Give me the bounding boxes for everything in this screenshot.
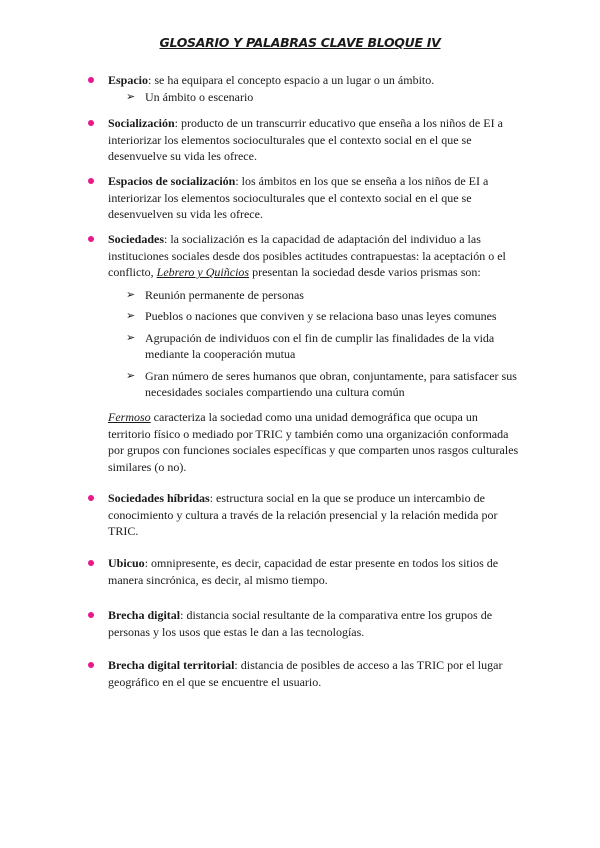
glossary-entry-sociedades-hibridas bbox=[108, 490, 520, 540]
glossary-entry-socializacion bbox=[108, 115, 520, 165]
definition: : distancia de posibles de acceso a las TRIC por el lugar geográfico en el que se encuentre el usuario. bbox=[108, 658, 503, 689]
sub-item: ➢ Gran número de seres humanos que obran, conjuntamente, para satisfacer sus necesidades sociales compartiendo una cultura común bbox=[126, 368, 517, 399]
definition: : distancia social resultante de la comparativa entre los grupos de personas y los usos que estas le dan a las tecnologías. bbox=[108, 608, 493, 639]
sub-item: ➢ Reunión permanente de personas bbox=[126, 287, 304, 302]
glossary-entry-espacio bbox=[108, 72, 520, 105]
definition: : omnipresente, es decir, capacidad de estar presente en todos los sitios de manera sincrónica, es decir, al mismo tiempo. bbox=[108, 556, 499, 587]
bullet-icon bbox=[88, 495, 94, 501]
term: Sociedades bbox=[108, 232, 165, 246]
term: Espacios de socialización bbox=[108, 174, 236, 188]
arrow-bullet-icon: ➢ bbox=[126, 310, 136, 322]
term: Socialización bbox=[108, 116, 175, 130]
arrow-bullet-icon: ➢ bbox=[126, 331, 136, 344]
fermoso-paragraph bbox=[108, 409, 520, 475]
bullet-icon bbox=[88, 560, 94, 566]
term: Sociedades híbridas bbox=[108, 491, 210, 505]
sub-item: ➢ Un ámbito o escenario bbox=[126, 89, 254, 104]
arrow-bullet-icon: ➢ bbox=[126, 369, 136, 382]
term: Espacio bbox=[108, 73, 149, 87]
definition: : los ámbitos en los que se enseña a los niños de EI a interiorizar los elementos socioculturales que el contexto social en el que se desenvuelven su vida les ofrece. bbox=[108, 174, 489, 221]
glossary-entry-espacios-de-socializacion bbox=[108, 173, 520, 223]
glossary-entry-brecha-digital bbox=[108, 607, 520, 640]
definition: : se ha equipara el concepto espacio a un lugar o un ámbito. bbox=[148, 73, 435, 87]
term: Brecha digital territorial bbox=[108, 658, 235, 672]
arrow-bullet-icon: ➢ bbox=[126, 90, 136, 103]
bullet-icon bbox=[88, 120, 94, 126]
bullet-icon bbox=[88, 77, 94, 83]
definition: : estructura social en la que se produce un intercambio de conocimiento y cultura a través de la relación presencial y la relación medida por TRIC. bbox=[108, 491, 498, 538]
definition: : producto de un transcurrir educativo que enseña a los niños de EI a interiorizar los elementos socioculturales que el contexto social en el que se desenvuelve su vida les ofrece. bbox=[108, 116, 503, 163]
glossary-entry-sociedades bbox=[108, 231, 520, 401]
page-title: GLOSARIO Y PALABRAS CLAVE BLOQUE IV bbox=[159, 35, 441, 50]
bullet-icon bbox=[88, 662, 94, 668]
sub-item: ➢ Pueblos o naciones que conviven y se relaciona baso unas leyes comunes bbox=[126, 309, 497, 323]
term: Brecha digital bbox=[108, 608, 181, 622]
definition-end: presentan la sociedad desde varios prismas son: bbox=[249, 265, 481, 279]
glossary-entry-brecha-digital-territorial bbox=[108, 657, 520, 690]
bullet-icon bbox=[88, 236, 94, 242]
arrow-bullet-icon: ➢ bbox=[126, 288, 136, 301]
bullet-icon bbox=[88, 178, 94, 184]
paragraph-text: caracteriza la sociedad como una unidad demográfica que ocupa un territorio físico o mediado por TRIC y también como una organización conformada por grupos con funciones sociales específicas y que comparten unos rasgos culturales similares (o no). bbox=[108, 410, 519, 474]
glossary-entry-ubicuo bbox=[108, 555, 520, 588]
definition-start: : la socialización es la capacidad de adaptación del individuo a las instituciones sociales desde dos posibles actitudes contrapuestas: la aceptación o el conflicto, bbox=[108, 232, 506, 279]
author-reference: Lebrero y Quiñcios bbox=[156, 265, 250, 279]
bullet-icon bbox=[88, 612, 94, 618]
term: Ubicuo bbox=[108, 556, 145, 570]
author-reference: Fermoso bbox=[108, 410, 151, 424]
sub-item: ➢ Agrupación de individuos con el fin de cumplir las finalidades de la vida mediante la cooperación mutua bbox=[126, 330, 495, 361]
